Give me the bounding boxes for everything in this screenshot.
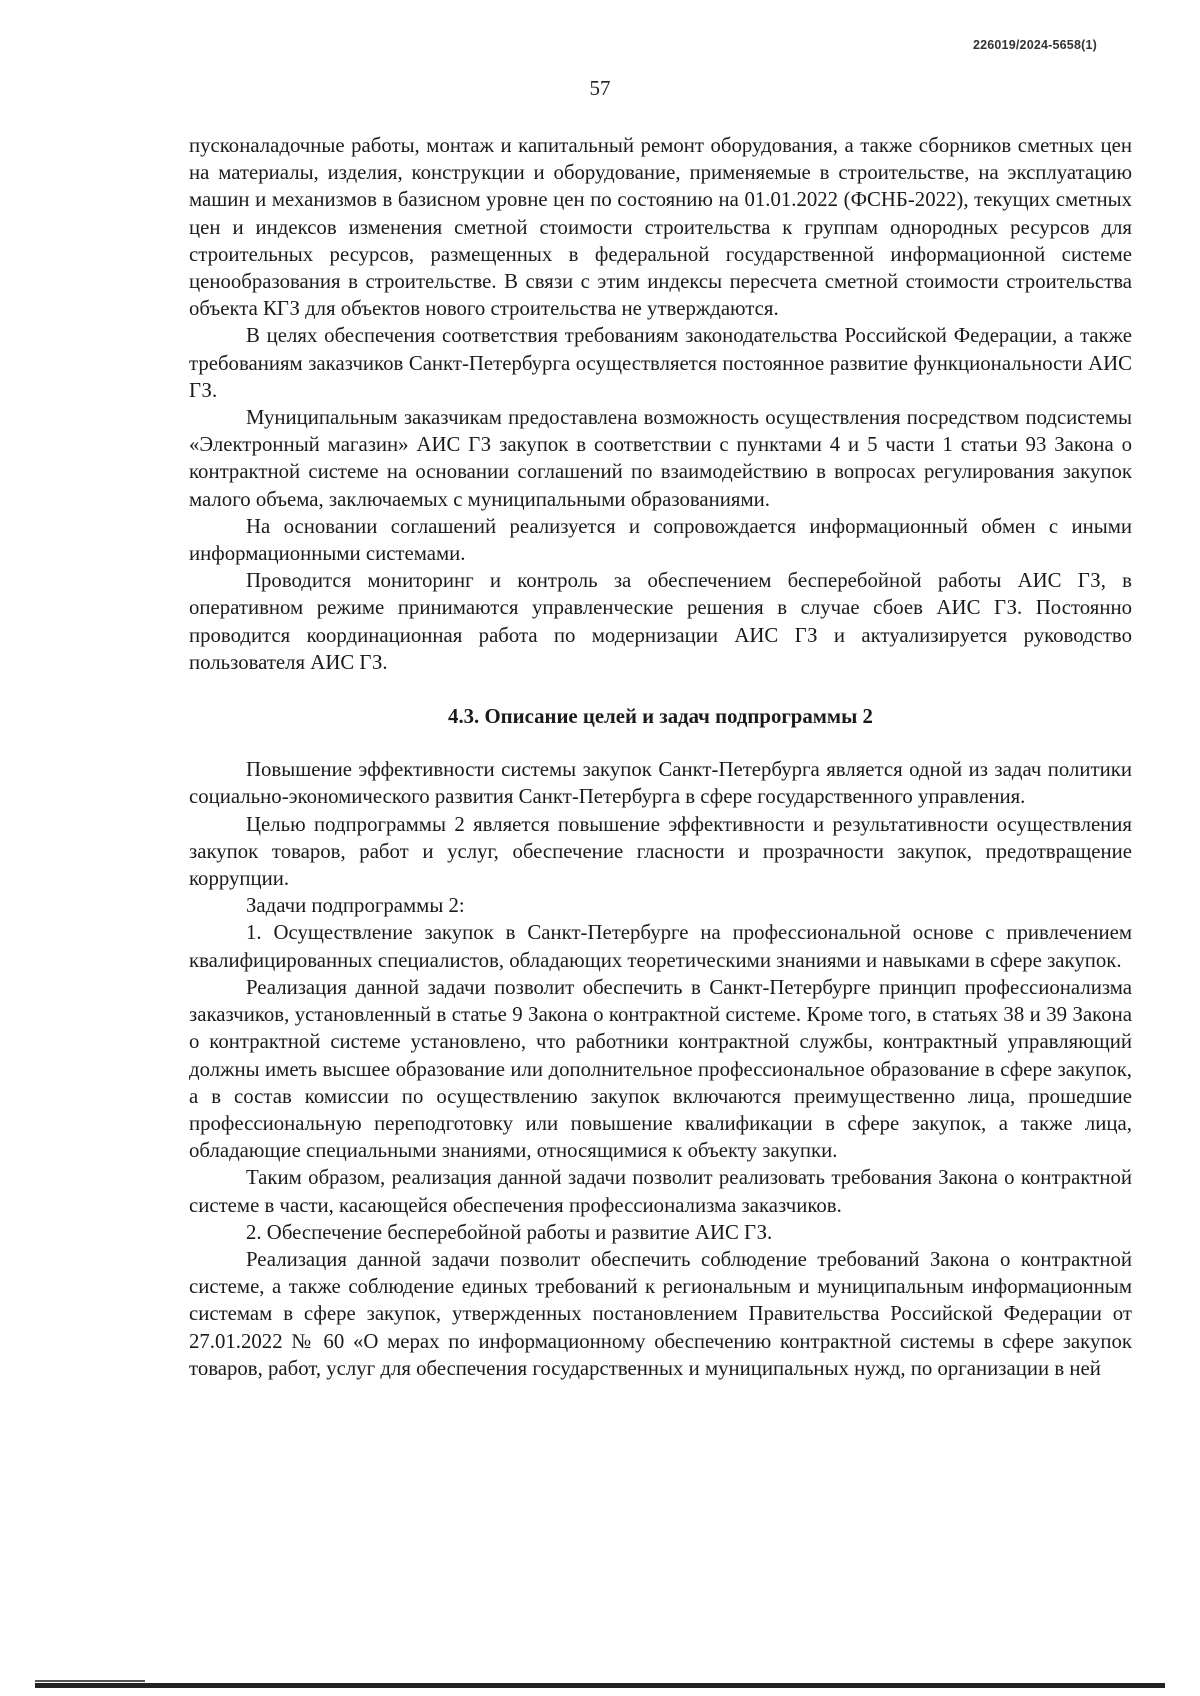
section-heading: 4.3. Описание целей и задач подпрограммы 2 xyxy=(448,705,873,729)
paragraph: Таким образом, реализация данной задачи позволит реализовать требования Закона о контрактной системе в части, касающейся обеспечения профессионализма заказчиков. xyxy=(189,1166,1132,1217)
paragraph: В целях обеспечения соответствия требованиям законодательства Российской Федерации, а также требованиям заказчиков Санкт-Петербурга осуществляется постоянное развитие функциональности АИС ГЗ. xyxy=(189,324,1132,402)
paragraph: На основании соглашений реализуется и сопровождается информационный обмен с иными информационными системами. xyxy=(189,514,1132,566)
paragraph: Муниципальным заказчикам предоставлена возможность осуществления посредством подсистемы «Электронный магазин» АИС ГЗ закупок в соответствии с пунктами 4 и 5 части 1 статьи 93 Закона о контрактной системе на основании соглашений по взаимодействию в вопросах регулирования закупок малого объема, заключаемых с муниципальными образованиями. xyxy=(189,406,1132,511)
paragraph: Задачи подпрограммы 2: xyxy=(246,894,465,918)
paragraph: Проводится мониторинг и контроль за обеспечением бесперебойной работы АИС ГЗ, в оперативном режиме принимаются управленческие решения в случае сбоев АИС ГЗ. Постоянно проводится координационная работа по модернизации АИС ГЗ и актуализируется руководство пользователя АИС ГЗ. xyxy=(189,569,1132,674)
list-item: 1. Осуществление закупок в Санкт-Петербурге на профессиональной основе с привлечением квалифицированных специалистов, обладающих теоретическими знаниями и навыками в сфере закупок. xyxy=(189,921,1132,972)
scan-bottom-border xyxy=(35,1683,1165,1688)
paragraph: Реализация данной задачи позволит обеспечить соблюдение требований Закона о контрактной системе, а также соблюдение единых требований к региональным и муниципальным информационным системам в сфере закупок, утвержденных постановлением Правительства Российской Федерации от 27.01.2022 № 60 «О мерах по информационному обеспечению контрактной системы в сфере закупок товаров, работ, услуг для обеспечения государственных и муниципальных нужд, по организации в ней xyxy=(189,1247,1132,1380)
paragraph: Повышение эффективности системы закупок Санкт-Петербурга является одной из задач политики социально-экономического развития Санкт-Петербурга в сфере государственного управления. xyxy=(189,758,1132,809)
scan-edge-mark xyxy=(35,1680,145,1682)
document-id: 226019/2024-5658(1) xyxy=(972,38,1097,52)
paragraph-continuation: пусконаладочные работы, монтаж и капитальный ремонт оборудования, а также сборников сметных цен на материалы, изделия, конструкции и оборудование, применяемые в строительстве, на эксплуатацию машин и механизмов в базисном уровне цен по состоянию на 01.01.2022 (ФСНБ-2022), текущих сметных цен и индексов изменения сметной стоимости строительства к группам однородных ресурсов для строительных ресурсов, размещенных в федеральной государственной информационной системе ценообразования в строительстве. В связи с этим индексы пересчета сметной стоимости строительства объекта КГЗ для объектов нового строительства не утверждаются. xyxy=(189,134,1132,321)
document-body xyxy=(189,132,1132,1382)
list-item: 2. Обеспечение бесперебойной работы и развитие АИС ГЗ. xyxy=(246,1220,773,1244)
paragraph: Реализация данной задачи позволит обеспечить в Санкт-Петербурге принцип профессионализма заказчиков, установленный в статье 9 Закона о контрактной системе. Кроме того, в статьях 38 и 39 Закона о контрактной системе установлено, что работники контрактной службы, контрактный управляющий должны иметь высшее образование или дополнительное профессиональное образование в сфере закупок, а в состав комиссии по осуществлению закупок включаются преимущественно лица, прошедшие профессиональную переподготовку или повышение квалификации в сфере закупок, а также лица, обладающие специальными знаниями, относящимися к объекту закупки. xyxy=(189,975,1132,1163)
page-number: 57 xyxy=(589,76,611,100)
paragraph: Целью подпрограммы 2 является повышение эффективности и результативности осуществления закупок товаров, работ и услуг, обеспечение гласности и прозрачности закупок, предотвращение коррупции. xyxy=(189,812,1132,891)
